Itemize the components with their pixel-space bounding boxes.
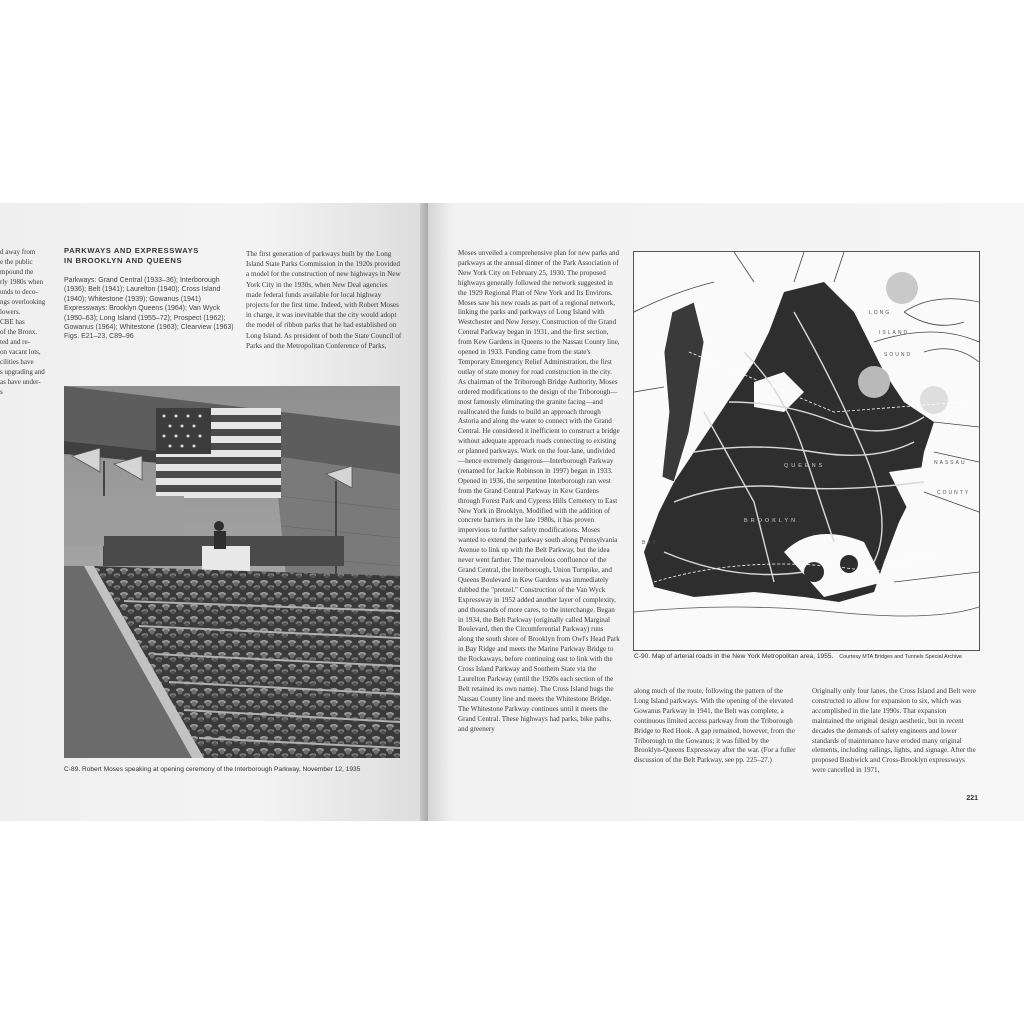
right-page xyxy=(428,203,1024,821)
figure-references: Figs. E21–23, C89–96 xyxy=(64,333,134,341)
fragment-line: cilities have xyxy=(0,358,34,366)
left-page xyxy=(0,203,428,821)
previous-column-fragment xyxy=(0,247,44,397)
expressways-list: Expressways: Brooklyn Queens (1964); Van Wyck (1950–63); Long Island (1955–72); Prospect (1962); Gowanus (1964); Whitestone (1963); Clearview (1963) xyxy=(64,305,234,332)
map-label: BROOKLYN xyxy=(744,518,799,524)
fragment-line: CBE has xyxy=(0,318,25,326)
fragment-line: s upgrading and xyxy=(0,368,45,376)
fragment-line: as have under- xyxy=(0,378,41,386)
section-heading-line: PARKWAYS AND EXPRESSWAYS xyxy=(64,246,199,255)
arterial-roads-map xyxy=(633,251,980,651)
book-spread xyxy=(0,203,1024,821)
ceremony-photo xyxy=(64,386,400,758)
map-label: QUEENS xyxy=(784,463,826,469)
body-column-1: Moses unveiled a comprehensive plan for new parks and parkways at the annual dinner of the Park Association of New York City on February 25, 1930. The proposed highways generally followed the network suggested in the 1929 Regional Plan of New York and Its Environs. Moses saw his new roads as part of a regional network, linking the parks and parkways of Long Island with Westchester and New Jersey. Construction of the Grand Central Parkway began in 1931, and the first section, from Kew Gardens in Queens to the Nassau County line, opened in 1933. Funding came from the state's Temporary Emergency Relief Administration, the first outlay of state money for road construction in the city. As chairman of the Triborough Bridge Authority, Moses ordered modifications to the design of the Triborough—most famously eliminating the granite facing—and reallocated the funds to build an approach through Astoria and along the water to connect with the Grand Central. He considered it inefficient to construct a bridge without adequate approach roads connecting to existing or planned parkways. Work on the four-lane, undivided—hence extremely dangerous—Interborough Parkway (renamed for Jackie Robinson in 1997) began in 1933. Opened in 1936, the serpentine Interborough ran west from the Grand Central Parkway in Kew Gardens through Forest Park and Cypress Hills Cemetery to East New York in Brooklyn. Modified with the addition of concrete barriers in the late 1980s, it has proven impervious to further safety modifications. Moses wanted to extend the parkway south along Pennsylvania Avenue to link up with the Belt Parkway, but the idea never went farther. The marvelous confluence of the Grand Central, the Interborough, Union Turnpike, and Queens Boulevard in Kew Gardens was immediately dubbed the "pretzel." Construction of the Van Wyck Expressway in 1952 added another layer of complexity, and thousands of more cares, to the interchange. Began in 1934, the Belt Parkway (originally called Marginal Boulevard, then the Circumferential Parkway) runs along the south shore of Brooklyn from Owl's Head Park in Bay Ridge and meets the Marine Parkway Bridge to the Rockaways, before continuing east to link with the Cross Island Parkway and Southern State via the Laurelton Parkway (until the 1920s each section of the Belt retained its own name). The Cross Island hugs the Nassau County line and meets the Whitestone Bridge. The Whitestone Parkway continues until it meets the Grand Central. These highways had parks, bike paths, and greenery xyxy=(458,249,620,733)
photo-caption: C-89. Robert Moses speaking at opening ceremony of the Interborough Parkway, November 12, 1935 xyxy=(64,766,361,773)
map-label: BAY xyxy=(642,540,658,546)
body-column-2: along much of the route, following the pattern of the Long Island parkways. With the opening of the elevated Gowanus Parkway in 1941, the Belt was complete, a continuous limited access parkway from the Triborough Bridge to Red Hook. A gap remained, however, from the Triborough to the Gowanus; it was filled by the Brooklyn-Queens Expressway after the war. (For a fuller discussion of the Belt Parkway, see pp. 225–27.) xyxy=(634,687,796,765)
map-label: COUNTY xyxy=(937,490,971,496)
map-label: SOUND xyxy=(884,352,913,358)
map-label: LONG xyxy=(869,310,892,316)
fragment-line: mpound the xyxy=(0,268,34,276)
parkways-list: Parkways: Grand Central (1933–36); Interborough (1936); Belt (1941); Laurelton (1940); Cross Island (1940); Whitestone (1939); Gowanus (1941) xyxy=(64,277,221,303)
body-column-3: Originally only four lanes, the Cross Island and Belt were constructed to allow for expansion to six, which was accomplished in the late 1990s. That expansion maintained the original design aesthetic, but in recent decades the demands of safety engineers and lower standards of maintenance have eroded many original elements, including railings, lights, and signage. After the proposed Bushwick and Cross-Brooklyn expressways were cancelled in 1971, xyxy=(812,687,976,775)
map-label: NASSAU xyxy=(934,460,967,466)
page-number: 221 xyxy=(966,795,978,802)
fragment-line: on vacant lots, xyxy=(0,348,41,356)
map-image xyxy=(634,252,979,650)
fragment-line: lowers. xyxy=(0,308,21,316)
fragment-line: d away from xyxy=(0,248,36,256)
ceremony-photo-image xyxy=(64,386,400,758)
fragment-line: rly 1980s when xyxy=(0,278,44,286)
section-heading xyxy=(64,246,199,266)
fragment-line: s xyxy=(0,388,3,396)
fragment-line: e the public xyxy=(0,258,33,266)
map-credit: Courtesy MTA Bridges and Tunnels Special Archive xyxy=(839,654,962,660)
fragment-line: ted and re- xyxy=(0,338,30,346)
fragment-line: ngs overlooking xyxy=(0,298,46,306)
route-list xyxy=(64,276,236,342)
map-caption xyxy=(634,653,962,660)
map-caption-text: C-90. Map of arterial roads in the New York Metropolitan area, 1955. xyxy=(634,653,834,660)
fragment-line: of the Bronx. xyxy=(0,328,38,336)
map-label: ISLAND xyxy=(879,330,910,336)
flag xyxy=(156,408,281,498)
fragment-line: unds to deco- xyxy=(0,288,38,296)
intro-paragraph: The first generation of parkways built by the Long Island State Parks Commission in the 1920s provided a model for the construction of new highways in New York City in the 1930s, when New Deal agencies made federal funds available for local highway projects for the first time. Indeed, with Robert Moses in charge, it was inevitable that the city would adopt the model of ribbon parks that he had established on Long Island. As president of both the State Council of Parks and the Metropolitan Conference of Parks, xyxy=(246,250,402,350)
section-heading-line: IN BROOKLYN AND QUEENS xyxy=(64,256,183,265)
